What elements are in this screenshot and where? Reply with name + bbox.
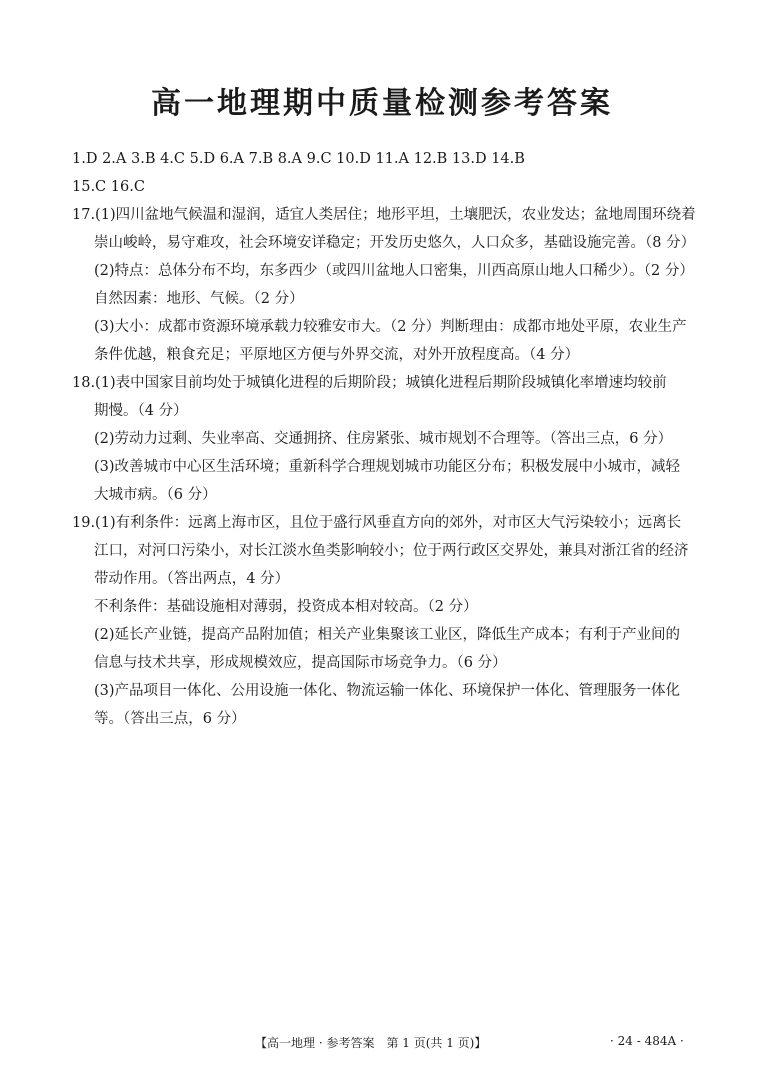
answer-19-1-line-4: 不利条件：基础设施相对薄弱，投资成本相对较高。（2 分）	[94, 599, 478, 615]
choice-answers-row-2: 15.C 16.C	[72, 179, 145, 195]
answer-19-2-line-2: 信息与技术共享，形成规模效应，提高国际市场竞争力。（6 分）	[94, 655, 507, 671]
page-title: 高一地理期中质量检测参考答案	[151, 86, 613, 121]
page-footer: 【高一地理 · 参考答案 第 1 页(共 1 页)】	[255, 1036, 487, 1050]
answer-18-2-line-1: (2)劳动力过剩、失业率高、交通拥挤、住房紧张、城市规划不合理等。（答出三点，6 分）	[94, 431, 673, 447]
answer-18-1-line-1: 18.(1)表中国家目前均处于城镇化进程的后期阶段；城镇化进程后期阶段城镇化率增速均较前	[72, 375, 667, 391]
answer-19-3-line-1: (3)产品项目一体化、公用设施一体化、物流运输一体化、环境保护一体化、管理服务一体化	[94, 683, 681, 699]
answer-18-3-line-2: 大城市病。（6 分）	[94, 487, 217, 503]
answer-18-3-line-1: (3)改善城市中心区生活环境；重新科学合理规划城市功能区分布；积极发展中小城市，减轻	[94, 459, 681, 475]
answer-17-3-line-2: 条件优越，粮食充足；平原地区方便与外界交流，对外开放程度高。（4 分）	[94, 347, 580, 363]
document-code: · 24 - 484A ·	[610, 1034, 684, 1048]
answer-17-2-line-1: (2)特点：总体分布不均，东多西少（或四川盆地人口密集，川西高原山地人口稀少）。（2 分）	[94, 263, 694, 279]
answer-17-2-line-2: 自然因素：地形、气候。（2 分）	[94, 291, 304, 307]
answer-17-1-line-1: 17.(1)四川盆地气候温和湿润，适宜人类居住；地形平坦，土壤肥沃，农业发达；盆地周围环绕着	[72, 207, 696, 223]
answer-19-1-line-1: 19.(1)有利条件：远离上海市区，且位于盛行风垂直方向的郊外，对市区大气污染较小；远离长	[72, 515, 682, 531]
answer-19-2-line-1: (2)延长产业链，提高产品附加值；相关产业集聚该工业区，降低生产成本；有利于产业间的	[94, 627, 681, 643]
answer-19-1-line-3: 带动作用。（答出两点，4 分）	[94, 571, 290, 587]
answer-18-1-line-2: 期慢。（4 分）	[94, 403, 188, 419]
answer-17-1-line-2: 崇山峻岭，易守难攻，社会环境安详稳定；开发历史悠久，人口众多，基础设施完善。（8 分）	[94, 235, 696, 251]
answer-19-3-line-2: 等。（答出三点，6 分）	[94, 711, 246, 727]
choice-answers-row-1: 1.D 2.A 3.B 4.C 5.D 6.A 7.B 8.A 9.C 10.D 11.A 12.B 13.D 14.B	[72, 151, 525, 167]
answer-19-1-line-2: 江口，对河口污染小，对长江淡水鱼类影响较小；位于两行政区交界处，兼具对浙江省的经济	[94, 543, 689, 559]
answer-17-3-line-1: (3)大小：成都市资源环境承载力较雅安市大。（2 分）判断理由：成都市地处平原，农业生产	[94, 319, 687, 335]
